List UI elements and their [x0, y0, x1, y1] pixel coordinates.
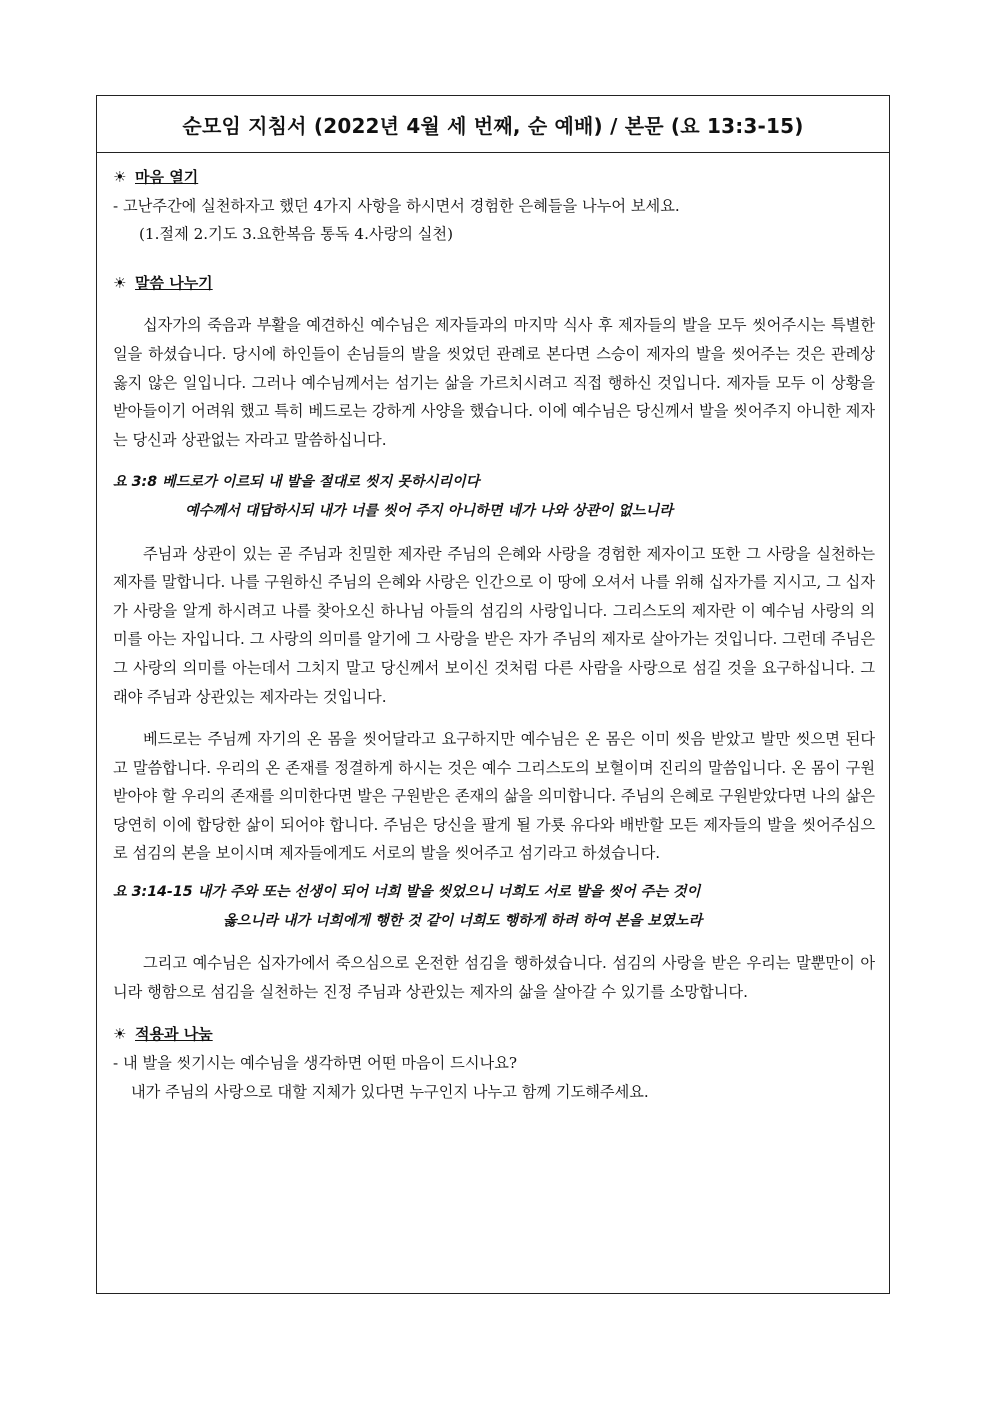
section-heading-apply	[113, 1020, 875, 1049]
verse-2-line-2: 옳으니라 내가 너희에게 행한 것 같이 너희도 행하게 하려 하여 본을 보였노라	[223, 912, 703, 929]
sun-icon: ☀	[113, 273, 127, 292]
verse-1-line-2: 예수께서 대답하시되 내가 너를 씻어 주지 아니하면 네가 나와 상관이 없느니라	[185, 502, 673, 519]
page-title: 순모임 지침서 (2022년 4월 세 번째, 순 예배) / 본문 (요 13:3-15)	[182, 113, 804, 138]
sun-icon: ☀	[113, 168, 127, 186]
document-body	[97, 153, 889, 1106]
section-heading-word	[113, 269, 875, 298]
section-label: 적용과 나눔	[135, 1025, 213, 1044]
sun-icon: ☀	[113, 1025, 127, 1044]
apply-question-1: - 내 발을 씻기시는 예수님을 생각하면 어떤 마음이 드시나요?	[113, 1054, 518, 1073]
opening-question: - 고난주간에 실천하자고 했던 4가지 사항을 하시면서 경험한 은혜들을 나누어 보세요.	[113, 196, 680, 215]
title-bar	[97, 96, 889, 153]
paragraph-1: 십자가의 죽음과 부활을 예견하신 예수님은 제자들과의 마지막 식사 후 제자들의 발을 모두 씻어주시는 특별한 일을 하셨습니다. 당시에 하인들이 손님들의 발을 씻었던 관례로 본다면 스승이 제자의 발을 씻어주는 것은 관례상 옳지 않은 일입니다. 그러나 예수님께서는 섬기는 삶을 가르치시려고 직접 행하신 것입니다. 제자들 모두 이 상황을 받아들이기 어려워 했고 특히 베드로는 강하게 사양을 했습니다. 이에 예수님은 당신께서 발을 씻어주지 아니한 제자는 당신과 상관없는 자라고 말씀하십니다.	[113, 316, 875, 449]
guide-document	[96, 95, 890, 1294]
verse-1-line-1: 요 3:8 베드로가 이르되 내 발을 절대로 씻지 못하시리이다	[113, 474, 480, 491]
section-heading-opening	[113, 163, 875, 192]
opening-list: (1.절제 2.기도 3.요한복음 통독 4.사랑의 실천)	[139, 225, 454, 244]
apply-question-2: 내가 주님의 사랑으로 대할 지체가 있다면 누구인지 나누고 함께 기도해주세요.	[131, 1082, 649, 1101]
paragraph-2: 주님과 상관이 있는 곧 주님과 친밀한 제자란 주님의 은혜와 사랑을 경험한 제자이고 또한 그 사랑을 실천하는 제자를 말합니다. 나를 구원하신 주님의 은혜와 사랑은 인간으로 이 땅에 오셔서 나를 위해 십자가를 지시고, 그 십자가 사랑을 알게 하시려고 나를 찾아오신 하나님 아들의 섬김의 사랑입니다. 그리스도의 제자란 이 예수님 사랑의 의미를 아는 자입니다. 그 사랑의 의미를 알기에 그 사랑을 받은 자가 주님의 제자로 살아가는 것입니다. 그런데 주님은 그 사랑의 의미를 아는데서 그치지 말고 당신께서 보이신 것처럼 다른 사람을 사랑으로 섬길 것을 요구하십니다. 그래야 주님과 상관있는 제자라는 것입니다.	[113, 544, 875, 706]
paragraph-3: 베드로는 주님께 자기의 온 몸을 씻어달라고 요구하지만 예수님은 온 몸은 이미 씻음 받았고 발만 씻으면 된다고 말씀합니다. 우리의 온 존재를 정결하게 하시는 것은 예수 그리스도의 보혈이며 진리의 말씀입니다. 온 몸이 구원받아야 할 우리의 존재를 의미한다면 발은 구원받은 존재의 삶을 의미합니다. 주님의 은혜로 구원받았다면 나의 삶은 당연히 이에 합당한 삶이 되어야 합니다. 주님은 당신을 팔게 될 가룟 유다와 배반할 모든 제자들의 발을 씻어주심으로 섬김의 본을 보이시며 제자들에게도 서로의 발을 씻어주고 섬기라고 하셨습니다.	[113, 730, 875, 863]
verse-2-line-1: 요 3:14-15 내가 주와 또는 선생이 되어 너희 발을 씻었으니 너희도 서로 발을 씻어 주는 것이	[113, 884, 701, 901]
section-label: 마음 열기	[135, 168, 199, 186]
section-label: 말씀 나누기	[135, 273, 213, 292]
paragraph-4: 그리고 예수님은 십자가에서 죽으심으로 온전한 섬김을 행하셨습니다. 섬김의 사랑을 받은 우리는 말뿐만이 아니라 행함으로 섬김을 실천하는 진정 주님과 상관있는 제자의 삶을 살아갈 수 있기를 소망합니다.	[113, 954, 875, 1001]
